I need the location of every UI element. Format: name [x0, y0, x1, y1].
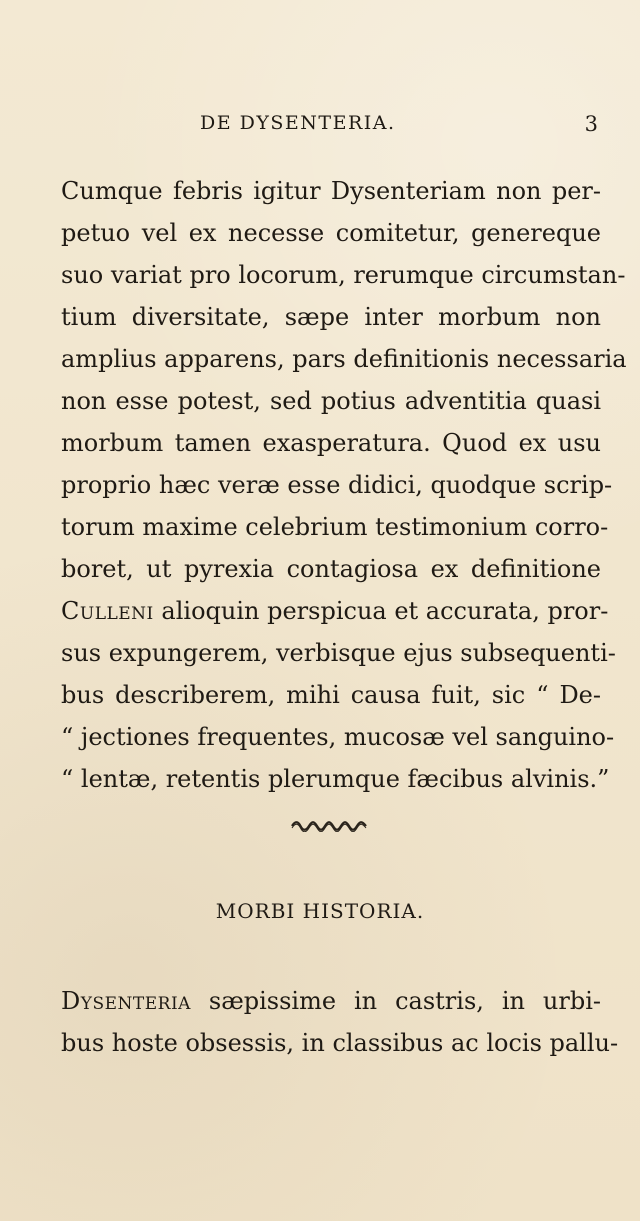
text-line: suo variat pro locorum, rerumque circumstan- [61, 261, 626, 289]
text-line: “ lentæ, retentis plerumque fæcibus alvinis.” [61, 765, 610, 793]
paragraph-1 [61, 170, 627, 800]
wavy-ornament-icon [291, 820, 367, 832]
running-title: DE DYSENTERIA. [200, 112, 396, 134]
text-line: torum maxime celebrium testimonium corro- [61, 513, 609, 541]
text-line [61, 590, 609, 632]
text-line: proprio hæc veræ esse didici, quodque scrip- [61, 471, 613, 499]
text-line: Cumque febris igitur Dysenteriam non per- [61, 177, 601, 205]
text-line: boret, ut pyrexia contagiosa ex definitione [61, 555, 601, 583]
text-fragment: sæpissime in castris, in urbi- [190, 987, 601, 1015]
text-line: sus expungerem, verbisque ejus subsequenti- [61, 639, 616, 667]
running-header [190, 112, 610, 142]
text-line: bus hoste obsessis, in classibus ac locis pallu- [61, 1029, 619, 1057]
text-line [61, 980, 601, 1022]
text-line: morbum tamen exasperatura. Quod ex usu [61, 429, 601, 457]
term-dysenteria: Dysenteria [61, 987, 191, 1015]
section-heading: MORBI HISTORIA. [215, 899, 425, 923]
text-line: non esse potest, sed potius adventitia quasi [61, 387, 601, 415]
paragraph-2 [61, 980, 619, 1064]
text-fragment: alioquin perspicua et accurata, pror- [153, 597, 609, 625]
text-line: bus describerem, mihi causa fuit, sic “ De- [61, 681, 601, 709]
text-line: petuo vel ex necesse comitetur, genereque [61, 219, 601, 247]
text-line: “ jectiones frequentes, mucosæ vel sanguino- [61, 723, 615, 751]
text-line: amplius apparens, pars definitionis necessaria [61, 345, 627, 373]
author-name: Culleni [61, 597, 154, 625]
page-number: 3 [584, 112, 598, 136]
text-line: tium diversitate, sæpe inter morbum non [61, 303, 601, 331]
